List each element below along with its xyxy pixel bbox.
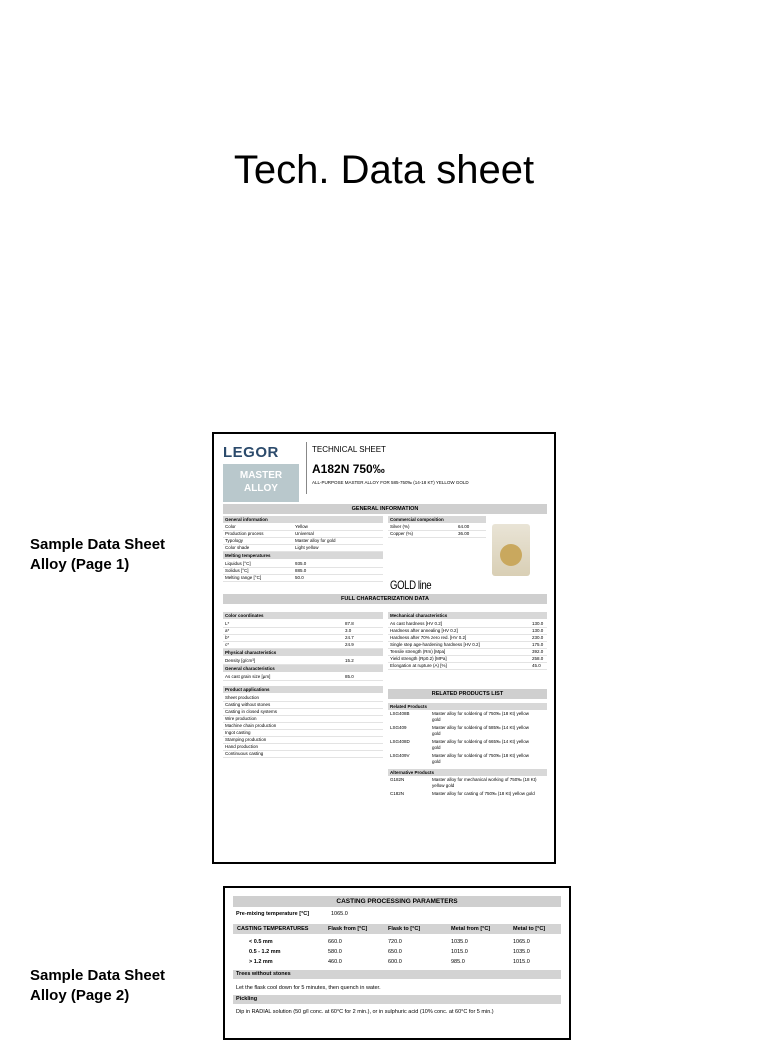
row-label: Production process [225, 531, 264, 536]
table-cell: 660.0 [328, 939, 342, 945]
row-label: Single step age-hardening hardness [HV 0.2] [390, 642, 480, 647]
sample-label-page-1 [30, 535, 165, 575]
commercial-row [388, 530, 486, 538]
row-value: 36.00 [458, 531, 470, 536]
section-physical-characteristics: Physical characteristics [223, 649, 383, 656]
product-description: Master alloy for soldering of 750‰ (18 Kt) yellow gold [432, 711, 530, 722]
row-value: 130.0 [532, 628, 544, 633]
section-general-information: General information [223, 516, 383, 523]
technical-sheet-label: TECHNICAL SHEET [312, 445, 386, 454]
column-header: Metal from [°C] [451, 926, 491, 932]
table-cell: 580.0 [328, 949, 342, 955]
row-value: 130.0 [532, 621, 544, 626]
row-value: 50.0 [295, 575, 304, 580]
application-label: Casting in closed systems [225, 709, 278, 714]
column-header: CASTING TEMPERATURES [237, 926, 309, 932]
label-line: Alloy (Page 1) [30, 556, 130, 573]
full-characterization-band: FULL CHARACTERIZATION DATA [223, 594, 547, 604]
row-value: 85.0 [345, 674, 354, 679]
column-header: Metal to [°C] [513, 926, 546, 932]
casting-table-row [233, 957, 561, 967]
table-cell: 1065.0 [513, 939, 530, 945]
row-value: 3.0 [345, 628, 352, 633]
row-label: Density [g/cm³] [225, 658, 256, 663]
section-commercial-composition: Commercial composition [388, 516, 486, 523]
product-description: Master alloy for soldering of 665‰ (14 Kt) yellow gold [432, 739, 530, 750]
application-label: Ingot casting [225, 730, 251, 735]
row-value: 24.9 [345, 642, 354, 647]
application-row [223, 750, 383, 758]
section-melting-temperatures: Melting temperatures [223, 552, 383, 559]
table-cell: 720.0 [388, 939, 402, 945]
row-value: 45.0 [532, 663, 541, 668]
page-title: Tech. Data sheet [233, 148, 535, 192]
general-information-band: GENERAL INFORMATION [223, 504, 547, 514]
physical-row [223, 657, 383, 665]
row-value: Light yellow [295, 545, 319, 550]
alternative-product-row [388, 791, 547, 804]
table-cell: 460.0 [328, 959, 342, 965]
logo-word: LEGOR [223, 444, 279, 461]
row-value: 935.0 [295, 561, 307, 566]
general-characteristic-row [223, 673, 383, 681]
row-label: Color [225, 524, 236, 529]
section-color-coordinates: Color coordinates [223, 612, 383, 619]
row-label: Melting range [°C] [225, 575, 262, 580]
row-label: a* [225, 628, 230, 633]
row-label: Liquidus [°C] [225, 561, 251, 566]
table-cell: 1035.0 [513, 949, 530, 955]
product-code: C182N [390, 791, 405, 796]
row-value: 64.00 [458, 524, 470, 529]
application-label: Casting without stones [225, 702, 271, 707]
row-label: Elongation at rupture (A) [%] [390, 663, 447, 668]
section-general-characteristics: General characteristics [223, 665, 383, 672]
related-products-band: RELATED PRODUCTS LIST [388, 689, 547, 699]
master-alloy-box [223, 464, 299, 502]
data-sheet-page-2 [223, 886, 571, 1040]
color-coordinate-row [223, 641, 383, 649]
row-label: Hardness after annealing [HV 0.2] [390, 628, 458, 633]
application-label: Machine chain production [225, 723, 277, 728]
row-label: Typology [225, 538, 244, 543]
label-line: Sample Data Sheet [30, 536, 166, 553]
label-line: Alloy (Page 2) [30, 987, 130, 1004]
row-label: As cast grain size [µm] [225, 674, 271, 679]
row-value: 24.7 [345, 635, 354, 640]
melting-row [223, 574, 383, 582]
related-product-row [388, 711, 547, 724]
application-label: Stamping production [225, 737, 267, 742]
row-label: Tensile strength (Rm) [Mpa] [390, 649, 446, 654]
product-description: Master alloy for casting of 750‰ (18 Kt) yellow gold [432, 791, 535, 796]
data-sheet-page-1 [212, 432, 556, 864]
row-value: 885.0 [295, 568, 307, 573]
row-value: Universal [295, 531, 314, 536]
section-related-products: Related Products [388, 703, 547, 710]
logo-box-line: ALLOY [244, 483, 278, 494]
table-cell: 650.0 [388, 949, 402, 955]
row-label: As cast hardness [HV 0.2] [390, 621, 443, 626]
section-product-applications: Product applications [223, 686, 383, 693]
premix-value: 1065.0 [331, 911, 348, 917]
divider [306, 442, 307, 494]
pickling-instructions: Dip in RADIAL solution (50 g/l conc. at 60°C for 2 min.), or in sulphuric acid (10% conc. at 60°C for 5 min.) [236, 1009, 494, 1015]
table-cell: < 0.5 mm [249, 939, 273, 945]
related-product-row [388, 753, 547, 766]
table-cell: > 1.2 mm [249, 959, 273, 965]
row-value: 175.0 [532, 642, 544, 647]
column-header: Flask to [°C] [388, 926, 421, 932]
row-value: 392.0 [532, 649, 544, 654]
product-code: G182N [390, 777, 405, 782]
table-cell: 600.0 [388, 959, 402, 965]
row-label: b* [225, 635, 230, 640]
section-pickling: Pickling [233, 995, 561, 1004]
casting-table-header [233, 924, 561, 934]
row-label: Silver (%) [390, 524, 410, 529]
application-label: Wire production [225, 716, 257, 721]
sample-label-page-2 [30, 966, 165, 1006]
table-cell: 1015.0 [451, 949, 468, 955]
casting-table-row [233, 937, 561, 947]
product-bag-image [492, 524, 530, 576]
alternative-product-row [388, 777, 547, 790]
product-description: ALL-PURPOSE MASTER ALLOY FOR 585-750‰ (14-18 KT) YELLOW GOLD [312, 480, 469, 485]
gold-line-logo: GOLD line [390, 578, 432, 592]
section-alternative-products: Alternative Products [388, 769, 547, 776]
product-description: Master alloy for soldering of 585‰ (14 Kt) yellow gold [432, 725, 530, 736]
table-cell: 1035.0 [451, 939, 468, 945]
row-label: Yield strength (Rp0.2) [MPa] [390, 656, 447, 661]
row-value: Master alloy for gold [295, 538, 336, 543]
application-label: Sheet production [225, 695, 260, 700]
section-mechanical-characteristics: Mechanical characteristics [388, 612, 547, 619]
related-product-row [388, 739, 547, 752]
row-value: 258.0 [532, 656, 544, 661]
table-cell: 0.5 - 1.2 mm [249, 949, 281, 955]
section-trees-without-stones: Trees without stones [233, 970, 561, 979]
table-cell: 985.0 [451, 959, 465, 965]
row-label: Color shade [225, 545, 250, 550]
row-label: L* [225, 621, 230, 626]
row-label: c* [225, 642, 230, 647]
row-value: 230.0 [532, 635, 544, 640]
product-description: Master alloy for mechanical working of 750‰ (18 Kt) yellow gold [432, 777, 537, 788]
label-line: Sample Data Sheet [30, 967, 166, 984]
general-info-row [223, 544, 383, 552]
application-label: Continuous casting [225, 751, 264, 756]
product-code: LSG409 [390, 725, 407, 730]
product-name: A182N 750‰ [312, 462, 385, 476]
row-value: 87.8 [345, 621, 354, 626]
casting-table-row [233, 947, 561, 957]
table-cell: 1015.0 [513, 959, 530, 965]
casting-parameters-band: CASTING PROCESSING PARAMETERS [233, 896, 561, 907]
premix-label: Pre-mixing temperature [°C] [236, 911, 310, 917]
trees-instructions: Let the flask cool down for 5 minutes, then quench in water. [236, 985, 381, 991]
row-label: Copper (%) [390, 531, 414, 536]
product-code: LSG409V [390, 753, 410, 758]
product-code: LSG408B [390, 711, 410, 716]
row-label: Solidus [°C] [225, 568, 249, 573]
column-header: Flask from [°C] [328, 926, 368, 932]
row-label: Hardness after 70% zero red. [HV 0.2] [390, 635, 467, 640]
mechanical-row [388, 662, 547, 670]
legor-logo [223, 444, 299, 494]
row-value: Yellow [295, 524, 308, 529]
product-description: Master alloy for soldering of 750‰ (18 Kt) yellow gold [432, 753, 530, 764]
application-label: Hand production [225, 744, 259, 749]
logo-box-line: MASTER [239, 470, 283, 481]
product-code: LSG408D [390, 739, 410, 744]
row-value: 15.2 [345, 658, 354, 663]
related-product-row [388, 725, 547, 738]
